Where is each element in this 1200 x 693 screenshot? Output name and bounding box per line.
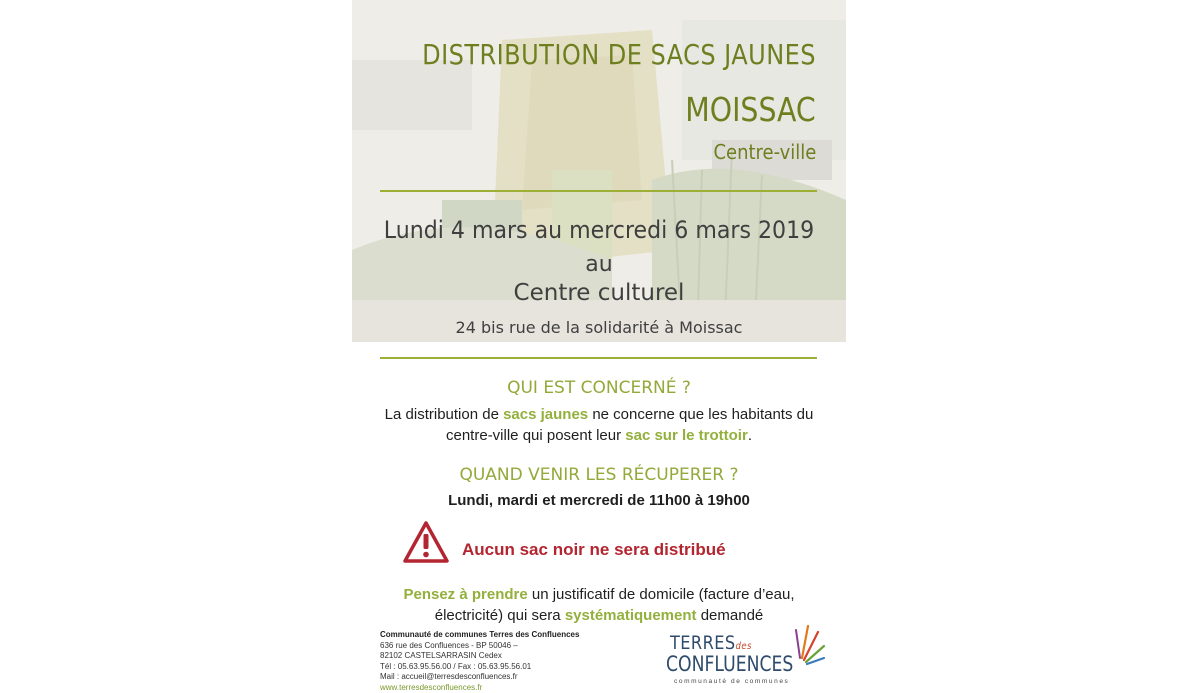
venue-name: Centre culturel: [352, 280, 846, 306]
footer-website-link[interactable]: www.terresdesconfluences.fr: [380, 683, 579, 693]
footer-phone-fax: Tél : 05.63.95.56.00 / Fax : 05.63.95.56.01: [380, 662, 579, 673]
reminder-paragraph: [372, 584, 826, 626]
opening-hours: Lundi, mardi et mercredi de 11h00 à 19h00: [352, 492, 846, 509]
footer-organization: Communauté de communes Terres des Confluences: [380, 630, 579, 641]
hero-banner: [352, 0, 846, 342]
logo-tagline: communauté de communes: [674, 678, 789, 685]
footer-email: Mail : accueil@terresdesconfluences.fr: [380, 672, 579, 683]
who-highlight-sidewalk: sac sur le trottoir: [625, 427, 748, 444]
area-name: Centre-ville: [713, 140, 816, 164]
date-connector: au: [352, 252, 846, 277]
reminder-text-2: demandé: [697, 607, 764, 624]
footer-address-line-2: 82102 CASTELSARRASIN Cedex: [380, 651, 579, 662]
terres-des-confluences-logo: [664, 624, 824, 686]
who-text-2: ne concerne que les habitants du centre-ville qui posent leur: [446, 406, 813, 444]
logo-line-1: [670, 632, 752, 654]
logo-word-terres: TERRES: [670, 632, 736, 654]
logo-line-2: CONFLUENCES: [666, 652, 793, 676]
reminder-highlight-systematic: systématiquement: [565, 607, 697, 624]
flyer: [352, 0, 846, 690]
contact-footer: [380, 630, 579, 693]
footer-address-line-1: 636 rue des Confluences - BP 50046 –: [380, 641, 579, 652]
warning-message: Aucun sac noir ne sera distribué: [462, 540, 726, 560]
who-paragraph: [372, 404, 826, 446]
city-name: MOISSAC: [686, 90, 816, 129]
who-heading: QUI EST CONCERNÉ ?: [352, 378, 846, 398]
divider-middle: [380, 357, 817, 359]
main-title: DISTRIBUTION DE SACS JAUNES: [422, 38, 816, 71]
venue-address: 24 bis rue de la solidarité à Moissac: [352, 318, 846, 337]
divider-top: [380, 190, 817, 192]
when-heading: QUAND VENIR LES RÉCUPERER ?: [352, 465, 846, 485]
who-text-3: .: [748, 427, 752, 444]
who-highlight-yellow-bags: sacs jaunes: [503, 406, 588, 423]
reminder-highlight-remember: Pensez à prendre: [403, 586, 527, 603]
reminder-text-1: un justificatif de domicile (facture d’eau, électricité) qui sera: [435, 586, 795, 624]
warning-triangle-icon: [402, 520, 450, 564]
date-range: Lundi 4 mars au mercredi 6 mars 2019: [372, 216, 826, 244]
who-text-1: La distribution de: [385, 406, 503, 423]
logo-word-des: des: [736, 641, 752, 652]
